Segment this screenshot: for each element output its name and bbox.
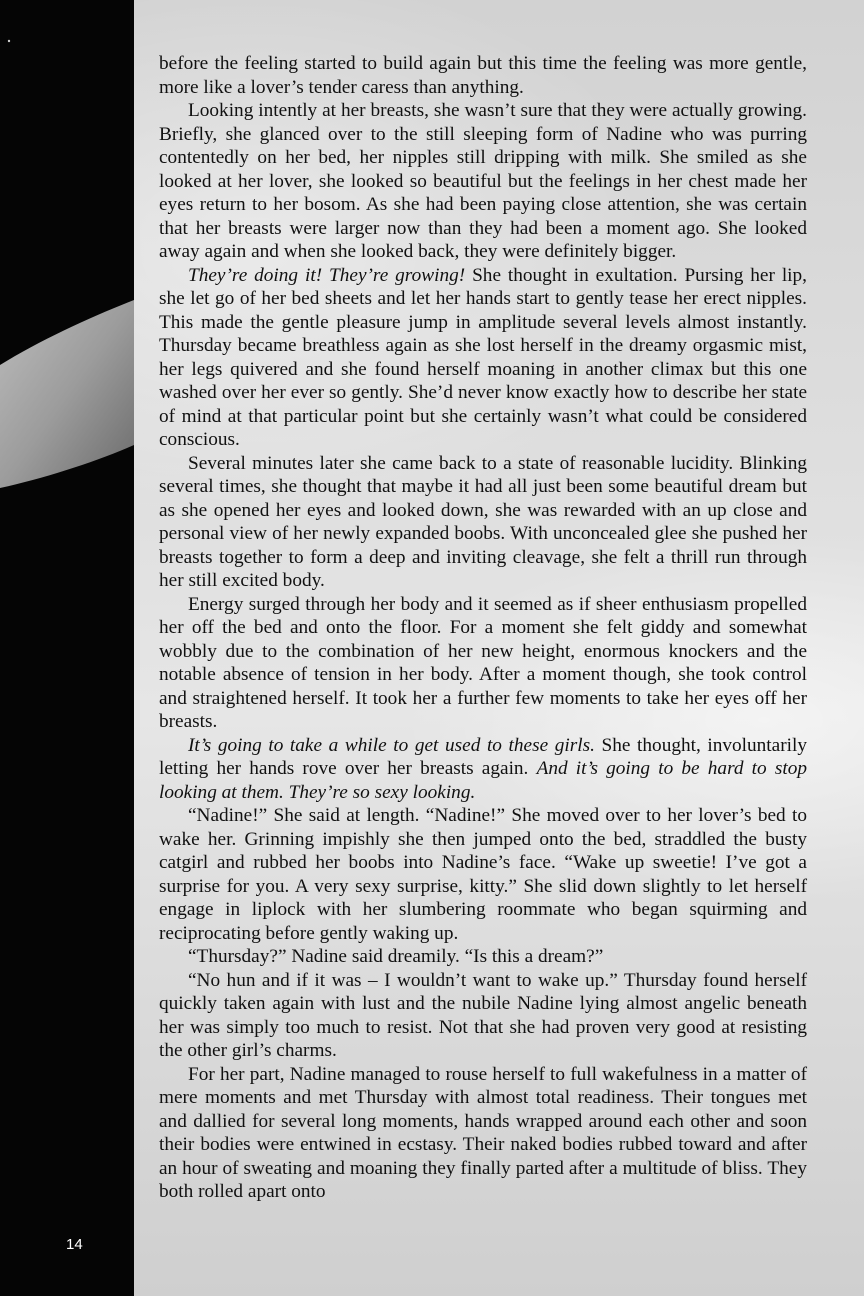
paragraph [159, 452, 807, 593]
text-run: She thought in exultation. Pursing her lip, she let go of her bed sheets and let her hands start to gently tease her erect nipples. This made the gentle pleasure jump in amplitude several levels almost instantly. Thursday became breathless again as she lost herself in the dreamy orgasmic mist, her legs quivered and she found herself moaning in another climax but this one washed over her ever so gently. She’d never know exactly how to describe her state of mind at that particular point but she certainly wasn’t what could be considered conscious. [159, 264, 807, 450]
left-margin-strip [0, 0, 134, 1296]
page-area [134, 0, 864, 1296]
paragraph [159, 969, 807, 1063]
text-run: “Nadine!” She said at length. “Nadine!” She moved over to her lover’s bed to wake her. Grinning impishly she then jumped onto the bed, straddled the busty catgirl and rubbed her boobs into Nadine’s face. “Wake up sweetie! I’ve got a surprise for you. A very sexy surprise, kitty.” She slid down slightly to let herself engage in liplock with her slumbering roommate who began squirming and reciprocating before gently waking up. [159, 805, 807, 944]
paragraph [159, 734, 807, 805]
page-number: 14 [66, 1236, 83, 1253]
paragraph [159, 264, 807, 452]
paragraph [159, 593, 807, 734]
paragraph [159, 804, 807, 945]
italic-run: And it’s going to be hard to stop looking at them. They’re so sexy looking. [159, 758, 807, 803]
paragraph [159, 52, 807, 99]
body-text [159, 52, 807, 1204]
text-run: “No hun and if it was – I wouldn’t want to wake up.” Thursday found herself quickly taken again with lust and the nubile Nadine lying almost angelic beneath her was simply too much to resist. Not that she had proven very good at resisting the other girl’s charms. [159, 969, 807, 1061]
text-run: “Thursday?” Nadine said dreamily. “Is this a dream?” [188, 946, 604, 967]
paragraph [159, 99, 807, 264]
text-run: Looking intently at her breasts, she wasn’t sure that they were actually growing. Briefly, she glanced over to the still sleeping form of Nadine who was purring contentedly on her bed, her nipples still dripping with milk. She smiled as she looked at her lover, she looked so beautiful but the feelings in her chest made her eyes return to her bosom. As she had been paying close attention, she was certain that her breasts were larger now than they had been a moment ago. She looked away again and when she looked back, they were definitely bigger. [159, 100, 807, 262]
text-run: Energy surged through her body and it seemed as if sheer enthusiasm propelled her off the bed and onto the floor. For a moment she felt giddy and somewhat wobbly due to the combination of her new height, enormous knockers and the notable absence of tension in her body. After a moment though, she took control and straightened herself. It took her a further few moments to take her eyes off her breasts. [159, 593, 807, 732]
paragraph [159, 945, 807, 969]
text-run: She thought, involuntarily letting her hands rove over her breasts again. [159, 734, 807, 779]
italic-run: They’re doing it! They’re growing! [188, 264, 466, 286]
paragraph [159, 1063, 807, 1204]
text-run: Several minutes later she came back to a state of reasonable lucidity. Blinking several times, she thought that maybe it had all just been some beautiful dream but as she opened her eyes and looked down, she was rewarded with an up close and personal view of her newly expanded boobs. With unconcealed glee she pushed her breasts together to form a deep and inviting cleavage, she felt a thrill run through her still excited body. [159, 452, 807, 591]
text-run: before the feeling started to build again but this time the feeling was more gentle, more like a lover’s tender caress than anything. [159, 53, 807, 98]
italic-run: It’s going to take a while to get used to these girls. [188, 734, 595, 756]
text-run: For her part, Nadine managed to rouse herself to full wakefulness in a matter of mere moments and met Thursday with almost total readiness. Their tongues met and dallied for several long moments, hands wrapped around each other and soon their bodies were entwined in ecstasy. Their naked bodies rubbed toward and after an hour of sweating and moaning they finally parted after a multitude of bliss. They both rolled apart onto [159, 1063, 807, 1202]
background-photo-sliver [0, 0, 134, 1296]
